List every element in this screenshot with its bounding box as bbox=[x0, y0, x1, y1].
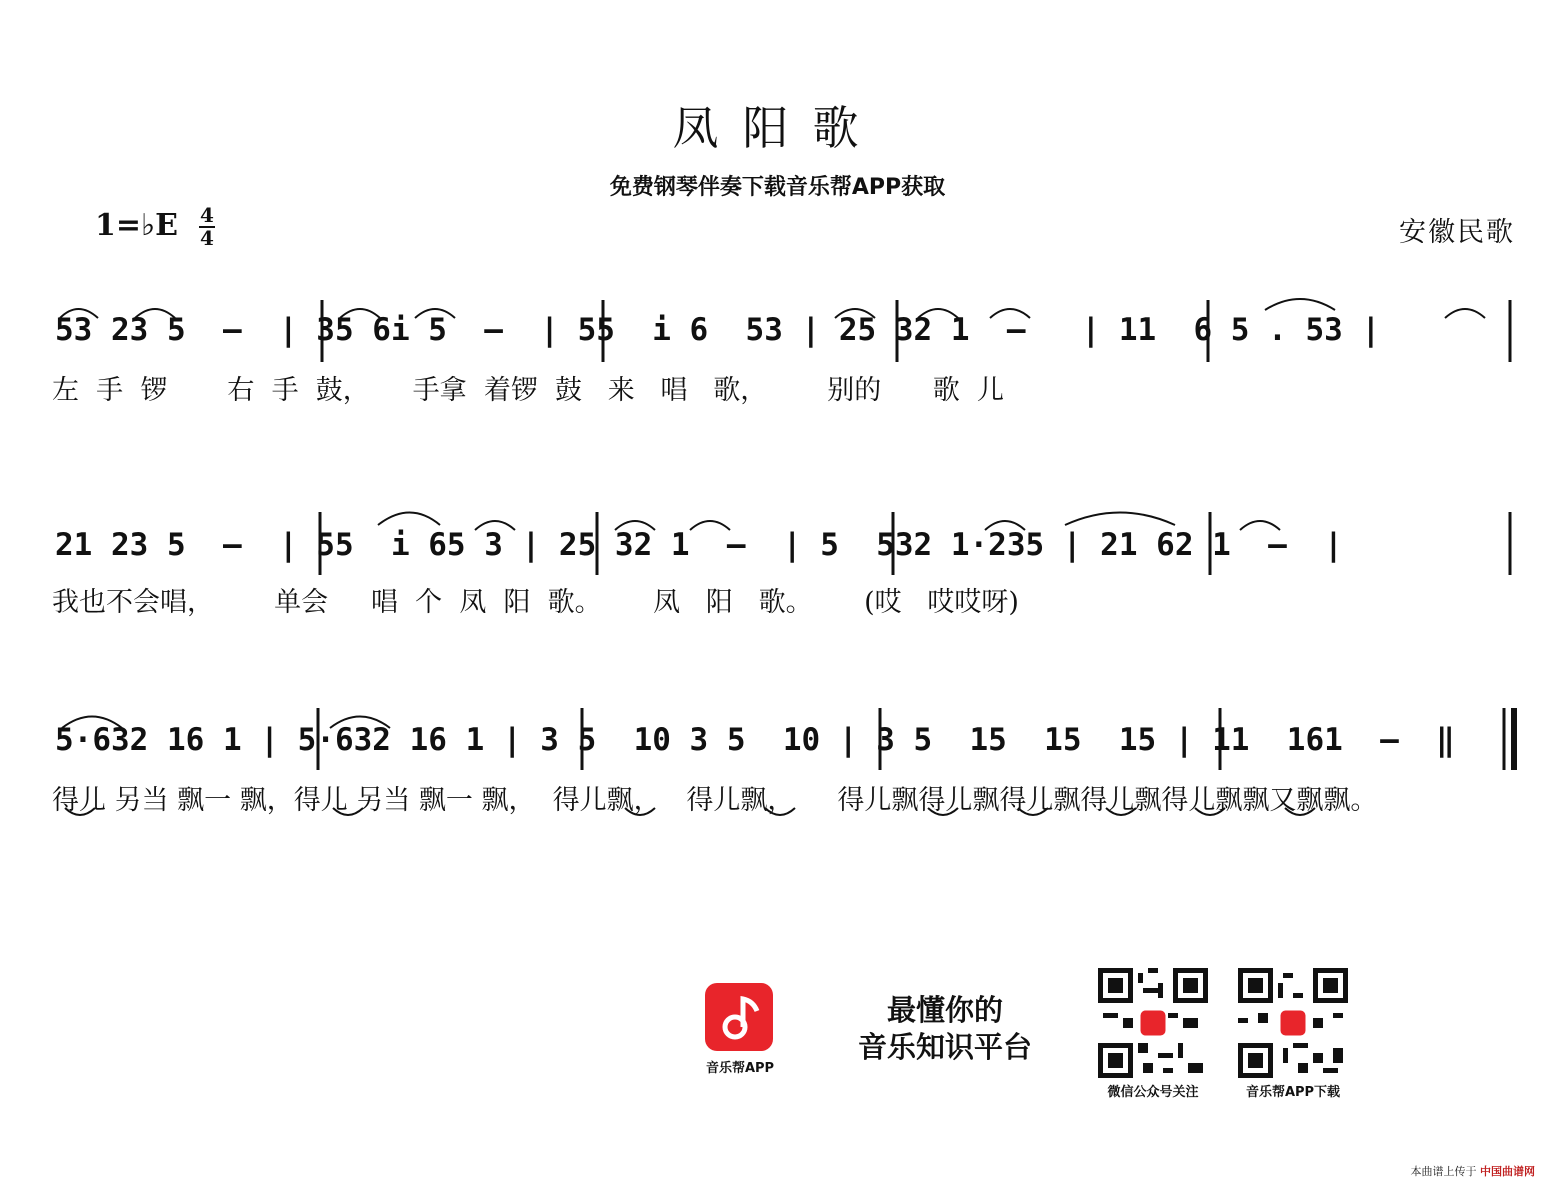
slogan bbox=[835, 992, 1055, 1066]
lyrics-line-3: 得儿 另当 飘一 飘，得儿 另当 飘一 飘， 得儿飘， 得儿飘， 得儿飘得儿飘得儿飘得儿飘得儿飘飘又飘飘。 bbox=[52, 785, 1378, 816]
slogan-line-2: 音乐知识平台 bbox=[857, 1030, 1032, 1064]
key-signature: 1=♭E bbox=[95, 208, 179, 243]
slur bbox=[990, 309, 1030, 318]
notation-line-2: 21 23 5 – | 55 i 65 3 | 25 32 1 – | 5 532 1·235 | 21 62 1 – | bbox=[55, 527, 1343, 563]
time-numerator: 4 bbox=[200, 203, 214, 227]
lyric-slur bbox=[65, 808, 95, 815]
source-text: 本曲谱上传于 bbox=[1410, 1165, 1477, 1178]
lyric-slur bbox=[333, 808, 363, 815]
qr-label-wechat: 微信公众号关注 bbox=[1107, 1085, 1199, 1100]
slur bbox=[985, 521, 1025, 530]
qr-code-icon bbox=[1098, 968, 1208, 1078]
lyric-slur bbox=[765, 808, 795, 815]
lyric-slur bbox=[625, 808, 655, 815]
lyric-slur bbox=[1195, 808, 1225, 815]
lyric-slur bbox=[928, 808, 958, 815]
slur bbox=[835, 309, 875, 318]
slur bbox=[615, 521, 655, 530]
slur bbox=[60, 309, 98, 318]
subtitle: 免费钢琴伴奏下载音乐帮APP获取 bbox=[609, 175, 946, 200]
song-title: 凤阳歌 bbox=[672, 101, 883, 155]
slur bbox=[415, 309, 455, 318]
app-label: 音乐帮APP bbox=[705, 1061, 775, 1076]
slur bbox=[475, 521, 515, 530]
slur bbox=[330, 717, 390, 729]
source-credit bbox=[1411, 1163, 1536, 1179]
notation-line-3: 5·632 16 1 | 5·632 16 1 | 3 5 10 3 5 10 | 3 5 15 15 15 | 11 161 – ‖ bbox=[55, 722, 1455, 758]
slogan-line-1: 最懂你的 bbox=[886, 993, 1003, 1027]
slur bbox=[1065, 513, 1175, 526]
qr-label-app-download: 音乐帮APP下载 bbox=[1245, 1085, 1341, 1100]
time-denominator: 4 bbox=[200, 226, 214, 250]
qr-code-wechat[interactable] bbox=[1098, 968, 1208, 1078]
lyric-slur bbox=[1018, 808, 1048, 815]
source-site[interactable]: 中国曲谱网 bbox=[1480, 1165, 1535, 1178]
slur bbox=[135, 309, 175, 318]
slur bbox=[62, 717, 122, 729]
slur bbox=[340, 309, 380, 318]
app-logo[interactable] bbox=[705, 983, 773, 1051]
lyric-slur bbox=[1285, 808, 1315, 815]
slur bbox=[1445, 309, 1485, 318]
composer: 安徽民歌 bbox=[1399, 217, 1515, 248]
slur bbox=[1265, 299, 1335, 310]
lyrics-line-2: 我也不会唱， 单会 唱 个 凤 阳 歌。 凤 阳 歌。 (哎 哎哎呀) bbox=[52, 587, 1019, 618]
lyrics-line-1: 左 手 锣 右 手 鼓， 手拿 着锣 鼓 来 唱 歌， 别的 歌 儿 bbox=[52, 375, 1004, 406]
notation-line-1: 53 23 5 – | 35 6i 5 – | 55 i 6 53 | 25 32 1 – | 11 6 5 . 53 | bbox=[55, 312, 1381, 348]
slur bbox=[918, 309, 958, 318]
qr-code-icon bbox=[1238, 968, 1348, 1078]
lyric-slur bbox=[1106, 808, 1136, 815]
slur bbox=[378, 513, 440, 526]
qr-code-app-download[interactable] bbox=[1238, 968, 1348, 1078]
slur bbox=[690, 521, 730, 530]
music-note-icon bbox=[717, 993, 761, 1041]
slur bbox=[1240, 521, 1280, 530]
